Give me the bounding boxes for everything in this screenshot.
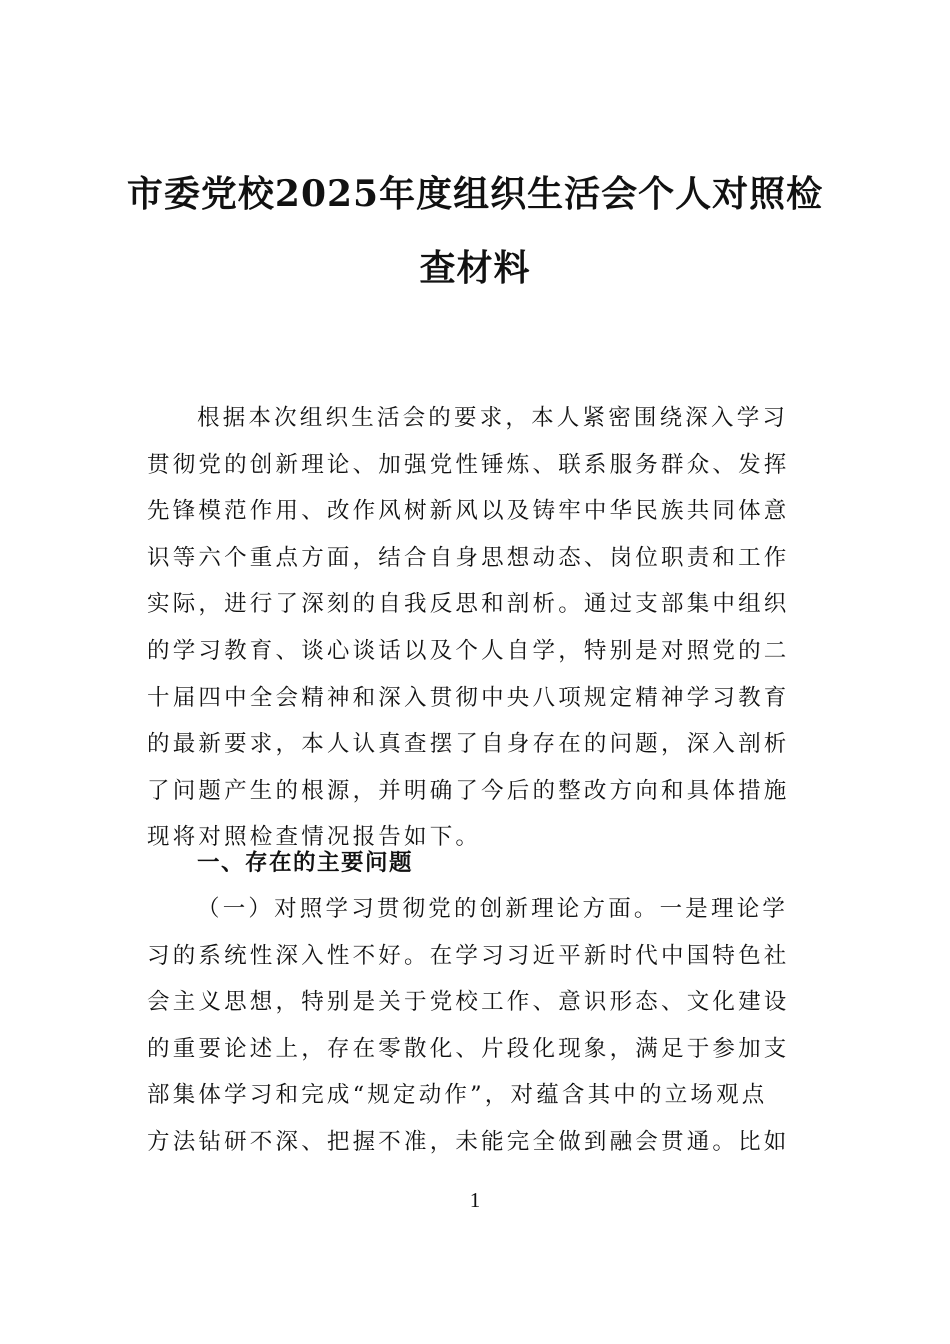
section-heading: 一、存在的主要问题 — [197, 850, 414, 876]
intro-line: 根据本次组织生活会的要求，本人紧密围绕深入学习 — [197, 405, 789, 431]
section1-line: （一）对照学习贯彻党的创新理论方面。一是理论学 — [197, 896, 789, 922]
document-title-line-2: 查材料 — [419, 247, 531, 289]
section1-line: 的重要论述上，存在零散化、片段化现象，满足于参加支 — [147, 1035, 790, 1062]
intro-line: 十届四中全会精神和深入贯彻中央八项规定精神学习教育 — [147, 684, 790, 711]
intro-line: 的最新要求，本人认真查摆了自身存在的问题，深入剖析 — [147, 731, 790, 758]
intro-line: 了问题产生的根源，并明确了今后的整改方向和具体措施 — [147, 777, 790, 804]
document-title-line-1: 市委党校2025年度组织生活会个人对照检 — [126, 173, 824, 215]
page-number: 1 — [469, 1188, 481, 1212]
intro-line: 识等六个重点方面，结合自身思想动态、岗位职责和工作 — [147, 544, 790, 571]
section1-line: 习的系统性深入性不好。在学习习近平新时代中国特色社 — [147, 942, 790, 969]
intro-line: 贯彻党的创新理论、加强党性锤炼、联系服务群众、发挥 — [147, 451, 790, 478]
section1-line: 会主义思想，特别是关于党校工作、意识形态、文化建设 — [147, 989, 790, 1016]
intro-line: 的学习教育、谈心谈话以及个人自学，特别是对照党的二 — [147, 637, 790, 664]
section1-line: 部集体学习和完成“规定动作”，对蕴含其中的立场观点 — [147, 1082, 768, 1109]
intro-line: 实际，进行了深刻的自我反思和剖析。通过支部集中组织 — [147, 591, 790, 618]
section1-line: 方法钻研不深、把握不准，未能完全做到融会贯通。比如 — [147, 1128, 790, 1155]
section1-paragraph — [147, 886, 807, 1166]
intro-line: 先锋模范作用、改作风树新风以及铸牢中华民族共同体意 — [147, 498, 790, 525]
intro-paragraph — [147, 395, 807, 861]
intro-line: 现将对照检查情况报告如下。 — [147, 824, 482, 851]
